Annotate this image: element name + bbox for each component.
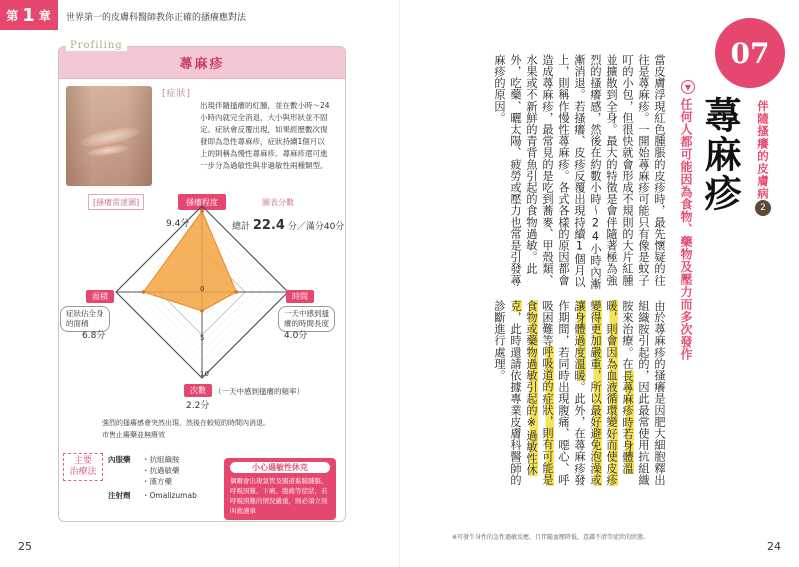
caution-box bbox=[224, 458, 336, 520]
score-tag: 圖表分數 bbox=[262, 197, 294, 207]
tick-0: 0 bbox=[200, 285, 205, 293]
chapter-tab: 第 1 章 bbox=[0, 0, 58, 30]
profiling-label: Profiling bbox=[66, 40, 127, 51]
injection-meds: 注射劑 ・Omalizumab bbox=[108, 491, 197, 500]
tick-5: 5 bbox=[200, 334, 205, 342]
freq-desc: （一天中感到搔癢的頻率） bbox=[214, 387, 304, 396]
chevron-down-icon: ▼ bbox=[681, 80, 695, 94]
left-page bbox=[0, 0, 399, 567]
radar-point-面積 bbox=[142, 290, 146, 294]
article-subtitle: 任何人都可能因為食物、藥物及壓力而多次發作 bbox=[679, 98, 693, 361]
footnote: ※可發生身性的急性過敏反應，且伴隨血壓降低、意識不清等症狀的狀態。 bbox=[452, 534, 650, 541]
symptom-tag: [症狀] bbox=[162, 89, 192, 99]
time-desc: 一天中感到搔 癢的時間長度 bbox=[278, 306, 335, 332]
treatment-label: 主要 治療法 bbox=[63, 453, 103, 481]
body-column-2: 由於蕁麻疹的搔癢是因肥大細胞釋出組織胺引起的，因此最常使用抗組織胺來治療。在長蕁麻疹時若身體溫暖，則會因為血液循環變好而使皮疹變得更加嚴重，所以最好避免泡澡或讓身體過度溫暖。此外，在蕁麻疹發作期間，若同時出現腹痛、噁心、呼吸困難等呼吸道的症狀，則有可能是食物或藥物過敏引起的※過敏性休克，此時還請依據專業皮膚科醫師的診斷進行處理。 bbox=[493, 300, 666, 486]
oral-meds: 內服藥 ・抗組織胺 ・抗過敏藥 ・漢方藥 bbox=[108, 455, 180, 486]
time-score: 4.0分 bbox=[284, 331, 308, 341]
article-title: 蕁麻疹 bbox=[698, 96, 742, 213]
area-score: 6.8分 bbox=[82, 331, 106, 341]
radar-point-時間 bbox=[235, 290, 239, 294]
category-label: 伴隨搔癢的皮膚病 bbox=[756, 100, 770, 200]
highlight-bathing: 長蕁麻疹時若身體溫暖，則會因為血液循環變好而使皮疹變得更加嚴重，所以最好避免泡澡或讓身體過度溫暖 bbox=[573, 300, 634, 486]
freq-score: 2.2分 bbox=[186, 401, 210, 411]
notes: 強烈的搔癢感會突然出現，然後在較短的時間內消退。 市售止癢藥並無療效 bbox=[102, 419, 270, 439]
time-axis-tag: 時間 bbox=[286, 290, 314, 303]
itch-radar-chart bbox=[0, 0, 399, 567]
highlight-anaphylaxis: 呼吸道的症狀，則有可能是食物或藥物過敏引起的※過敏性休克 bbox=[509, 300, 554, 486]
area-desc: 症狀佔全身 的面積 bbox=[60, 306, 110, 332]
freq-axis-tag: 次數 bbox=[184, 384, 212, 397]
disease-name: 蕁麻疹 bbox=[59, 47, 345, 79]
caution-title: 小心過敏性休克 bbox=[230, 462, 330, 473]
area-axis-tag: 面積 bbox=[86, 290, 114, 303]
category-number: 2 bbox=[755, 200, 771, 216]
body-column-1: 當皮膚浮現紅色腫脹的皮疹時，最先懷疑的往往是蕁麻疹。一開始蕁麻疹可能只有像是蚊子叮的小包，但很快就會形成不規則的大片紅腫並擴散到全身。最大的特徵是會伴隨著極為強烈的搔癢感，然後在約數小時～24小時內漸漸消退。若搔癢、皮疹反覆出現持續1個月以上，則稱作慢性蕁麻疹。各式各樣的原因都會造成蕁麻疹，最常見的是吃到蕎麥、甲殼類、水果或不新鮮的青背魚引起的食物過敏。此外，吃藥、曬太陽、疲勞或壓力也常是引發蕁麻疹的原因。 bbox=[493, 54, 666, 290]
right-page bbox=[400, 0, 799, 567]
page-number-right: 24 bbox=[767, 540, 781, 553]
symptom-text: 出現伴隨搔癢的紅腫，並在數小時～24 小時內就完全消退，大小與形狀並不固 定。症狀會反覆出現，如果經歷數次復 發即為急性蕁麻疹，症狀持續1個月以 上的則稱為慢性蕁麻疹。蕁麻疹還可進 一步分為過敏性與非過敏性兩種類型。 bbox=[200, 101, 330, 170]
degree-axis-tag: 搔癢程度 bbox=[178, 194, 226, 210]
article-number: 07 bbox=[715, 18, 785, 88]
radar-point-搔癢程度 bbox=[200, 209, 204, 213]
caution-text: 偶爾會出現氣管及腸道黏膜腫脹、呼吸困難、下痢、腹痛等症狀，若呼吸困難的情況嚴重，則必須立刻叫救護車 bbox=[230, 477, 328, 515]
total-score: 總計 22.4 分／滿分40分 bbox=[232, 218, 345, 233]
page-number-left: 25 bbox=[18, 540, 32, 553]
tick-10: 10 bbox=[200, 370, 209, 378]
running-header: 世界第一的皮膚科醫師教你正確的搔癢應對法 bbox=[66, 13, 247, 23]
degree-score: 9.4分 bbox=[166, 219, 190, 229]
radar-point-次數 bbox=[200, 309, 204, 313]
radar-diagram-tag: [搔癢雷達圖] bbox=[88, 194, 144, 210]
